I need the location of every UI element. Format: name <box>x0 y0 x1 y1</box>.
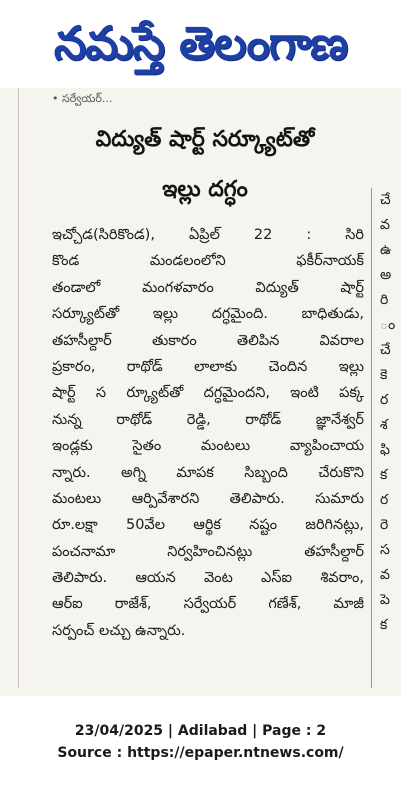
body-line: ఆర్ఐ రాజేశ్, సర్వేయర్ గణేశ్, మాజీ <box>52 596 364 613</box>
headline-line-1: విద్యుత్ షార్ట్ సర్క్యూట్‌తో <box>95 127 315 152</box>
body-line: ఇండ్లకు సైతం మంటలు వ్యాపించాయ <box>52 438 364 455</box>
column-divider-right <box>371 188 372 688</box>
fragment-text: ఫి <box>380 442 390 458</box>
body-line: షార్ట్ స ర్క్యూట్‌తో దగ్ధమైందని, ఇంటి పక్క <box>52 385 364 402</box>
body-line: తండాలో మంగళవారం విద్యుత్ షార్ట్ <box>52 279 364 296</box>
fragment-text: క <box>380 617 388 633</box>
edition-info: 23/04/2025 | Adilabad | Page : 2 <box>74 723 327 739</box>
fragment-text: అ <box>380 267 392 283</box>
body-line: సర్పంచ్ లచ్చు ఉన్నారు. <box>52 622 186 639</box>
fragment-text: ఉ <box>380 242 392 258</box>
article-body <box>52 222 364 644</box>
body-line: రూ.లక్షా 50వేల ఆర్థిక నష్టం జరిగినట్లు, <box>52 517 364 534</box>
fragment-text: శ <box>380 417 388 433</box>
body-line: మంటలు ఆర్పివేశారని తెలిపారు. సుమారు <box>52 490 364 507</box>
masthead <box>0 0 401 88</box>
body-line: నున్న రాథోడ్ రెడ్డి, రాథోడ్ జ్ఞానేశ్వర్ <box>52 411 364 428</box>
fragment-text: రె <box>380 517 389 533</box>
footer <box>0 720 401 764</box>
fragment-text: రి <box>380 292 389 308</box>
body-line: కొండ మండలంలోని ఫకీర్‌నాయక్ <box>52 253 364 270</box>
body-line: పంచనామా నిర్వహించినట్లు తహసీల్దార్ <box>52 543 364 560</box>
body-line: సర్క్యూట్‌తో ఇల్లు దగ్ధమైంది. బాధితుడు, <box>52 306 364 323</box>
fragment-text: ర <box>380 492 389 508</box>
fragment-text: క <box>380 467 388 483</box>
previous-article-fragment: • సర్వేయర్... <box>52 92 113 105</box>
fragment-text: చే <box>380 342 391 358</box>
fragment-text: చే <box>380 192 391 208</box>
adjacent-column-fragments <box>380 188 401 688</box>
fragment-text: వ <box>380 217 390 233</box>
fragment-text: వ <box>380 567 390 583</box>
body-line: ప్రకారం, రాథోడ్ లాలాకు చెందిన ఇల్లు <box>52 358 364 375</box>
column-divider-left <box>18 88 19 688</box>
body-line: తహసీల్దార్ తుకారం తెలిపిన వివరాల <box>52 332 364 349</box>
fragment-text: ం <box>380 317 396 333</box>
body-line: న్నారు. అగ్ని మాపక సిబ్బంది చేరుకొని <box>52 464 364 481</box>
body-line: ఇచ్చోడ(సిరికొండ), ఏప్రిల్ 22 : సిరి <box>52 227 364 243</box>
fragment-text: పె <box>380 592 390 608</box>
masthead-title: నమస్తే తెలంగాణ <box>53 16 348 70</box>
fragment-text: స <box>380 542 390 558</box>
newspaper-clipping <box>0 88 401 696</box>
headline-line-2: ఇల్లు దగ్ధం <box>162 177 248 202</box>
fragment-text: కె <box>380 367 388 383</box>
body-line: తెలిపారు. ఆయన వెంట ఎస్ఐ శివరాం, <box>52 570 364 587</box>
fragment-text: ర <box>380 392 389 408</box>
source-link[interactable]: Source : https://epaper.ntnews.com/ <box>57 745 344 761</box>
